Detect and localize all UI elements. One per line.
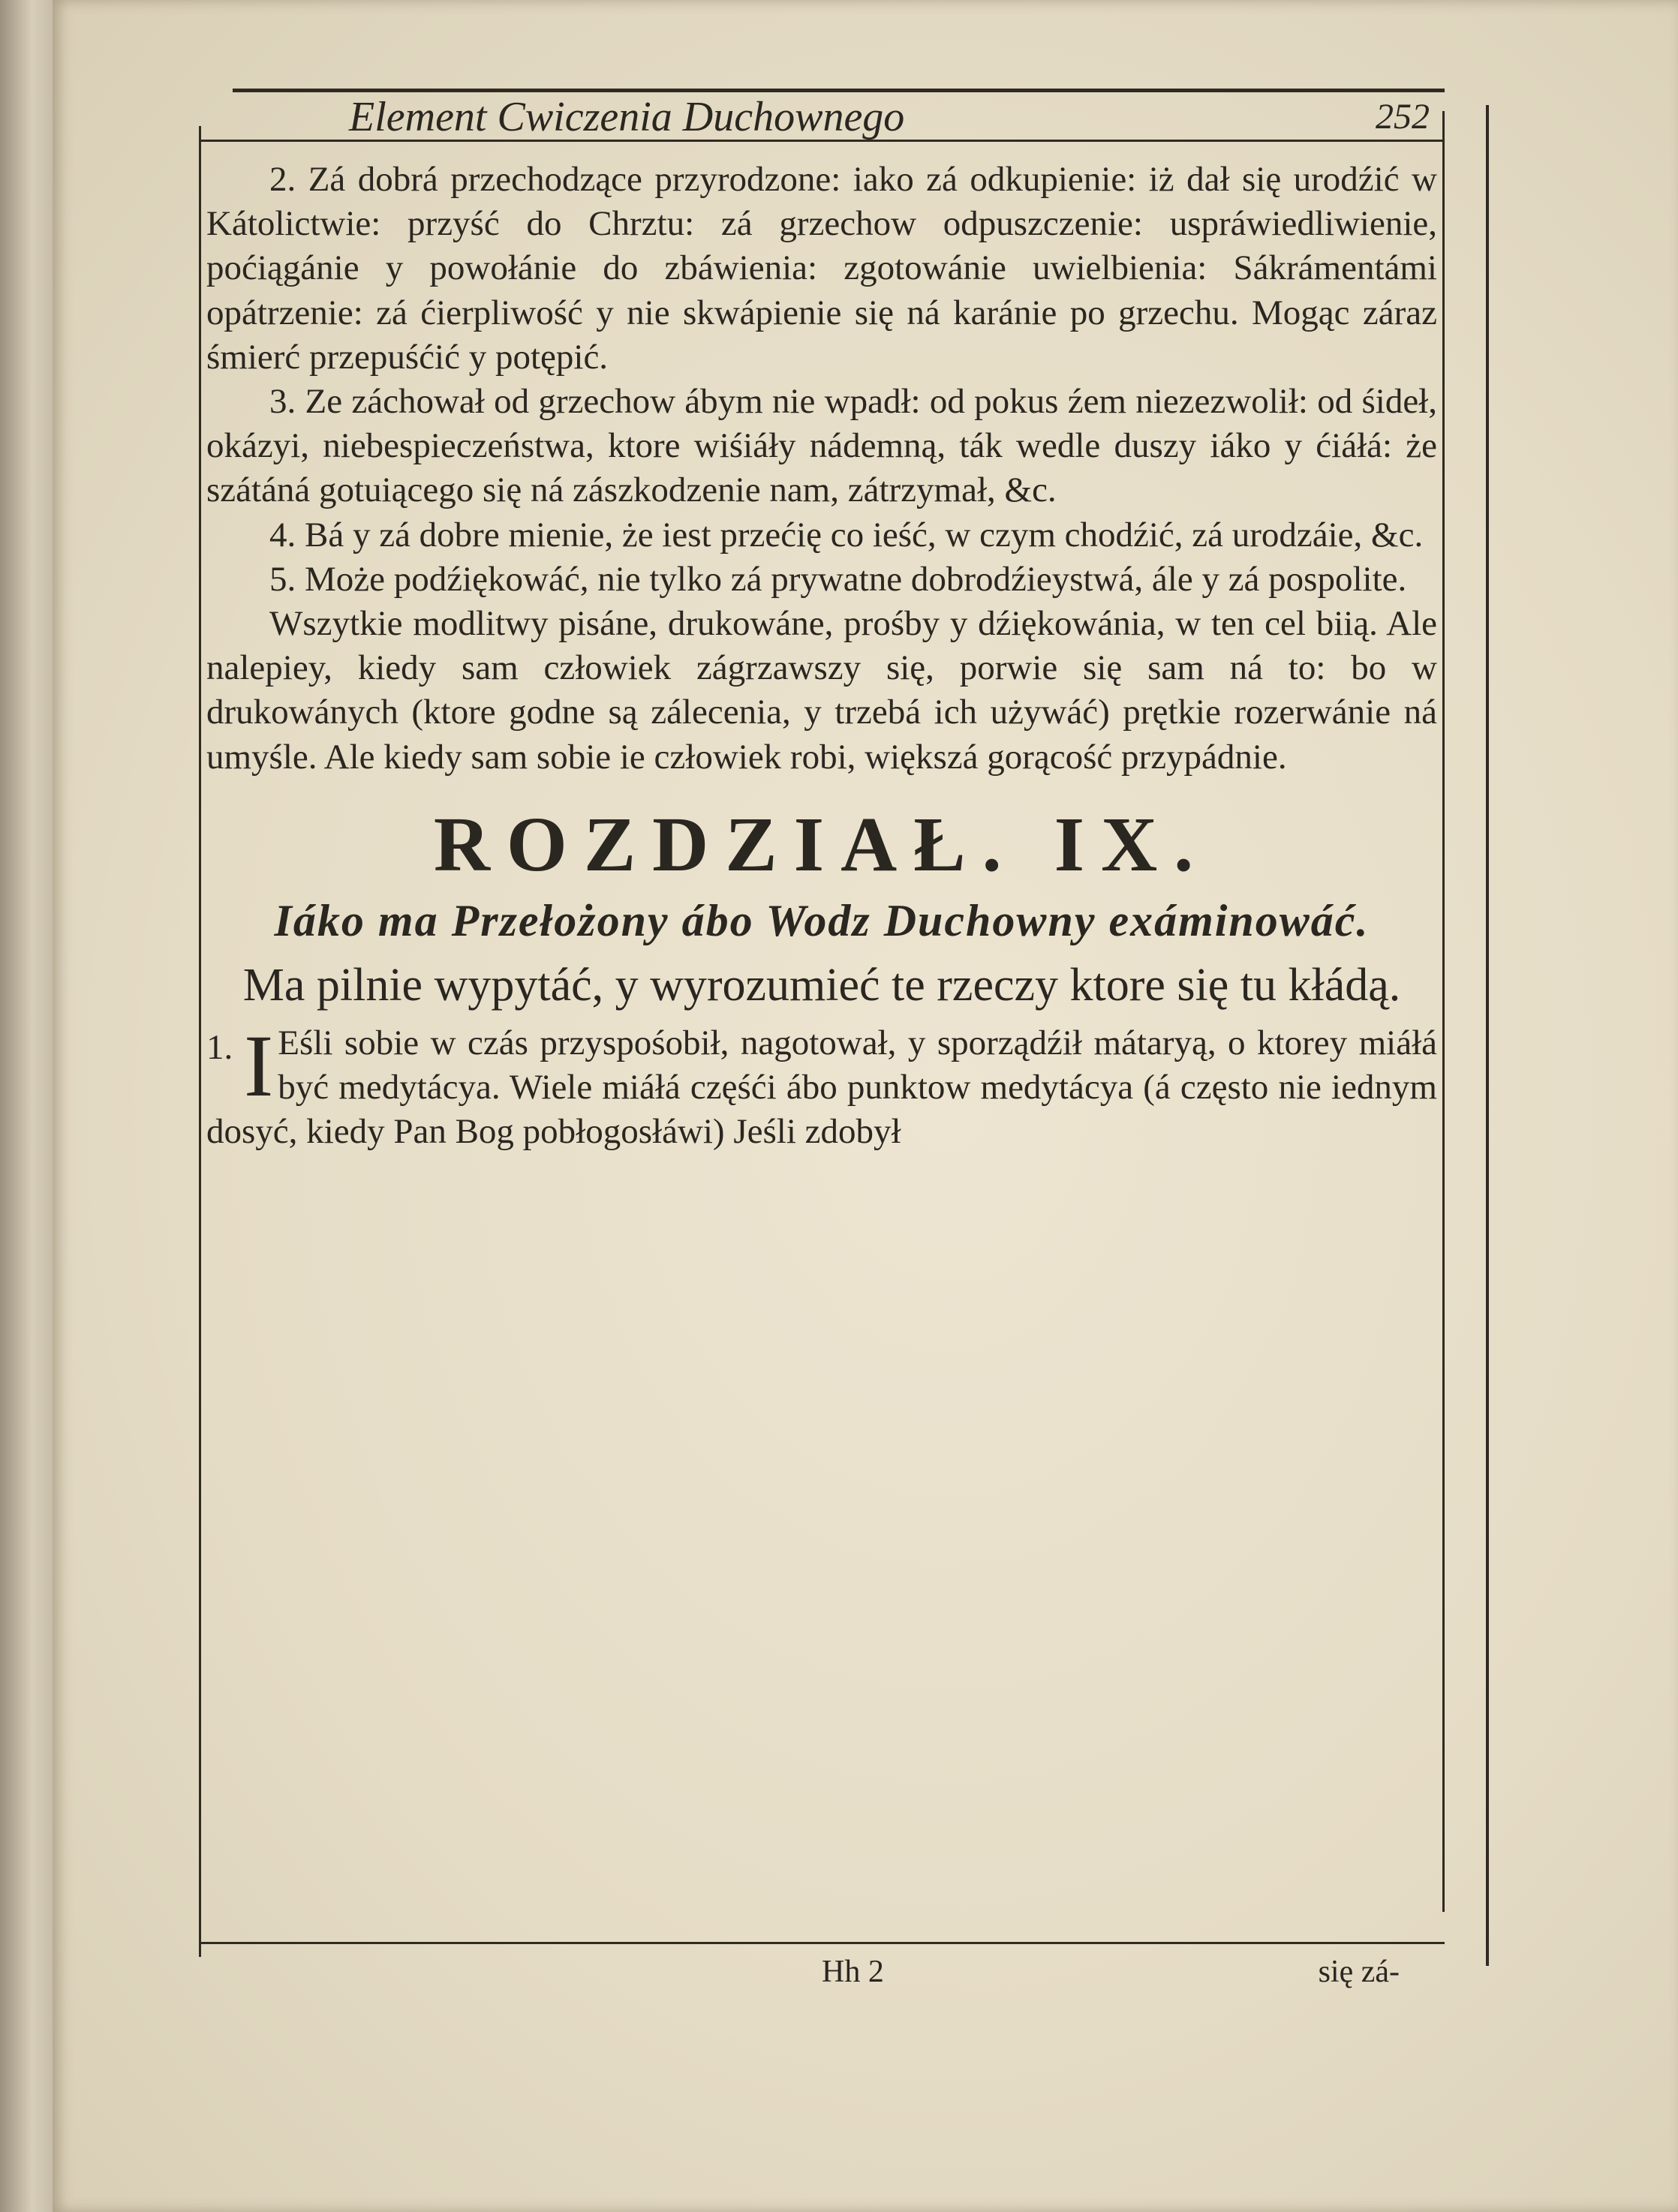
page-number: 252 [1376, 97, 1430, 137]
running-title: Element Cwiczenia Duchownego [349, 94, 905, 140]
first-paragraph [206, 1016, 1437, 1155]
catchword: się zá- [1318, 1955, 1400, 1989]
left-rule [199, 126, 201, 1957]
book-page [53, 0, 1678, 2212]
bottom-rule [199, 1942, 1445, 1944]
first-paragraph-text: Eśli sobie w czás przyspośobił, nagotował, y sporządźił mátaryą, o ktorey miáłá być medytácya. Wiele miáłá częśći ábo punktow medytácya (á często nie iednym dosyć, kiedy Pan Bog pobłogosłáwi) Jeśli zdobył [206, 1023, 1437, 1152]
chapter-heading: ROZDZIAŁ. IX. [433, 801, 1210, 888]
paragraph-number: 1. [206, 1027, 233, 1067]
paragraph-3: 3. Ze záchował od grzechow ábym nie wpadł: od pokus źem niezezwolił: od śideł, okázyi, niebespieczeństwa, ktore wiśiáły nádemną, ták wedle duszy iáko y ćiáłá: że szátáná gotuiącego się ná zászkodzenie nam, zátrzymał, &c. [206, 382, 1437, 510]
right-rule [1442, 111, 1445, 1912]
outer-right-rule [1486, 105, 1489, 1966]
top-rule [233, 89, 1445, 92]
paragraph-5: 5. Może podźiękowáć, nie tylko zá prywatne dobrodźieystwá, ále y zá pospolite. [269, 559, 1407, 599]
page-body [206, 158, 1437, 1154]
page-footer [349, 1949, 1430, 1994]
text-frame [199, 89, 1445, 1989]
running-header [349, 93, 1430, 141]
paragraph-2: 2. Zá dobrá przechodzące przyrodzone: iako zá odkupienie: iż dał się urodźić w Kátolictwie: przyść do Chrztu: zá grzechow odpuszczenie: uspráwiedliwienie, poćiągánie y powołánie do zbáwienia: zgotowánie uwielbienia: Sákrámentámi opátrzenie: zá ćierpliwość y nie skwápienie się ná karánie po grzechu. Mogąc záraz śmierć przepuśćić y potępić. [206, 160, 1437, 377]
paragraph-prayers: Wszytkie modlitwy pisáne, drukowáne, prośby y dźiękowánia, w ten cel biią. Ale nalepiey, kiedy sam człowiek zágrzawszy się, porwie się sam ná to: bo w drukowánych (ktore godne są zálecenia, y trzebá ich używáć) prętkie rozerwánie ná umyśle. Ale kiedy sam sobie ie człowiek robi, większá gorącość przypádnie. [206, 604, 1437, 777]
drop-cap: I [244, 1016, 274, 1115]
signature-mark: Hh 2 [822, 1955, 884, 1989]
chapter-subtitle: Iáko ma Przełożony ábo Wodz Duchowny exáminowáć. [274, 895, 1370, 945]
paragraph-4: 4. Bá y zá dobre mienie, że iest przećię co ieść, w czym chodźić, zá urodzáie, &c. [269, 515, 1424, 555]
chapter-lead: Ma pilnie wypytáć, y wyrozumieć te rzeczy ktore się tu kłádą. [242, 959, 1401, 1011]
